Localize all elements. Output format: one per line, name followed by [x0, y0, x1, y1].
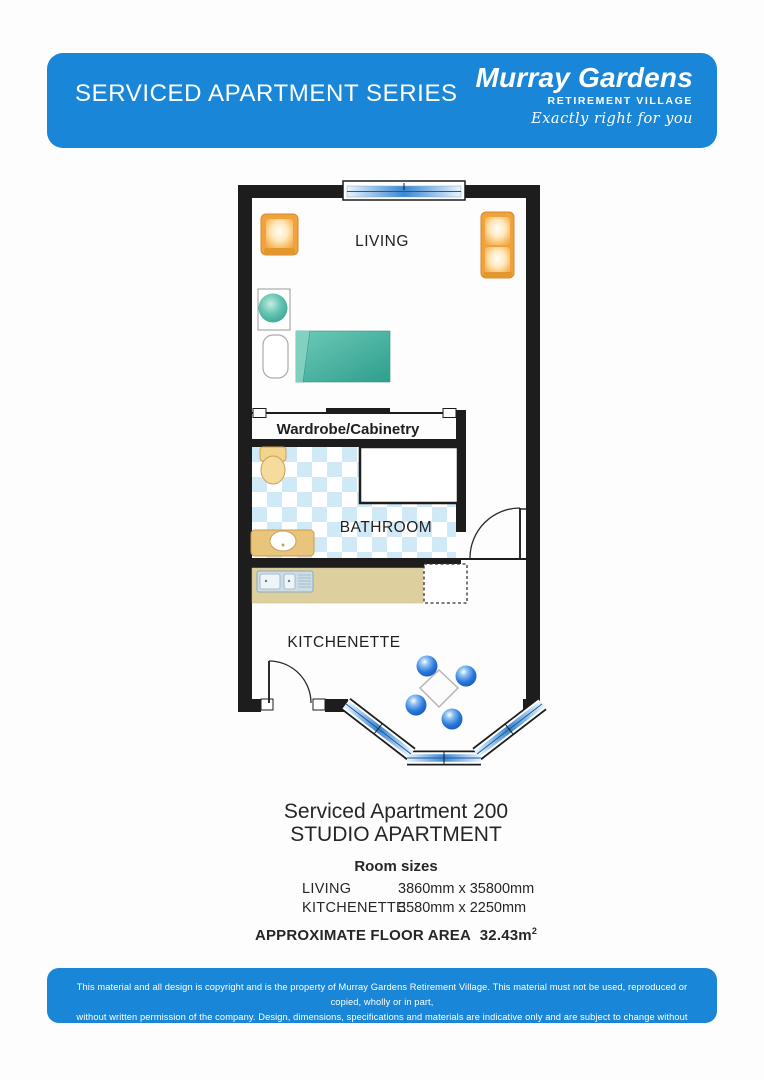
footer-banner: [47, 968, 717, 1037]
room-sizes-heading: Room sizes: [354, 858, 438, 875]
disclaimer-line-1: This material and all design is copyright and is the property of Murray Gardens Retirement Village. This material must not be used, reproduced or copied, wholly or in part,: [76, 982, 688, 1007]
wardrobe-label: Wardrobe/Cabinetry: [276, 421, 420, 438]
floor-area: [240, 926, 552, 944]
apartment-name: Serviced Apartment 200: [283, 800, 509, 823]
side-table: [258, 289, 290, 330]
floor-area-label: APPROXIMATE FLOOR AREA: [254, 927, 472, 944]
kitchen-counter: [252, 568, 423, 603]
room-sizes-table: [240, 880, 552, 917]
floor-area-value: 32.43m: [479, 927, 532, 944]
living-label: LIVING: [355, 233, 409, 250]
bed: [296, 331, 390, 382]
brand-name: Murray Gardens: [475, 62, 693, 93]
room-size: 3860mm x 35800mm: [398, 881, 535, 897]
room-size: 3580mm x 2250mm: [398, 899, 527, 916]
disclaimer-line-2: without written permission of the company. Design, dimensions, specifications and materials are indicative only and are subject to change without notice.: [76, 1012, 688, 1037]
armchair: [261, 214, 298, 255]
bathroom-label: BATHROOM: [339, 519, 433, 536]
brand-subtitle: RETIREMENT VILLAGE: [547, 95, 693, 107]
floor-area-superscript: 2: [531, 926, 538, 936]
bathroom-door: [470, 508, 526, 558]
room-name: KITCHENETTE: [302, 899, 406, 916]
series-title: SERVICED APARTMENT SERIES: [75, 80, 458, 107]
floorplan-drawing: [228, 170, 550, 782]
bedside-unit: [263, 335, 288, 378]
wardrobe-sliding-doors: [252, 408, 456, 418]
apartment-type: STUDIO APARTMENT: [290, 823, 502, 846]
room-name: LIVING: [302, 881, 352, 897]
brand-logo: [475, 63, 693, 127]
apartment-details: [240, 800, 552, 944]
appliance-space-dashed: [424, 564, 467, 603]
sofa: [481, 212, 514, 278]
header-banner: [47, 53, 717, 148]
entry-door: [261, 661, 325, 710]
kitchenette-label: KITCHENETTE: [287, 634, 401, 651]
brand-tagline: Exactly right for you: [531, 111, 693, 127]
shower: [360, 447, 458, 503]
table-row: [240, 880, 552, 899]
living-window: [343, 181, 465, 200]
toilet: [260, 447, 286, 484]
table-row: [240, 899, 552, 918]
vanity-basin: [251, 530, 314, 556]
